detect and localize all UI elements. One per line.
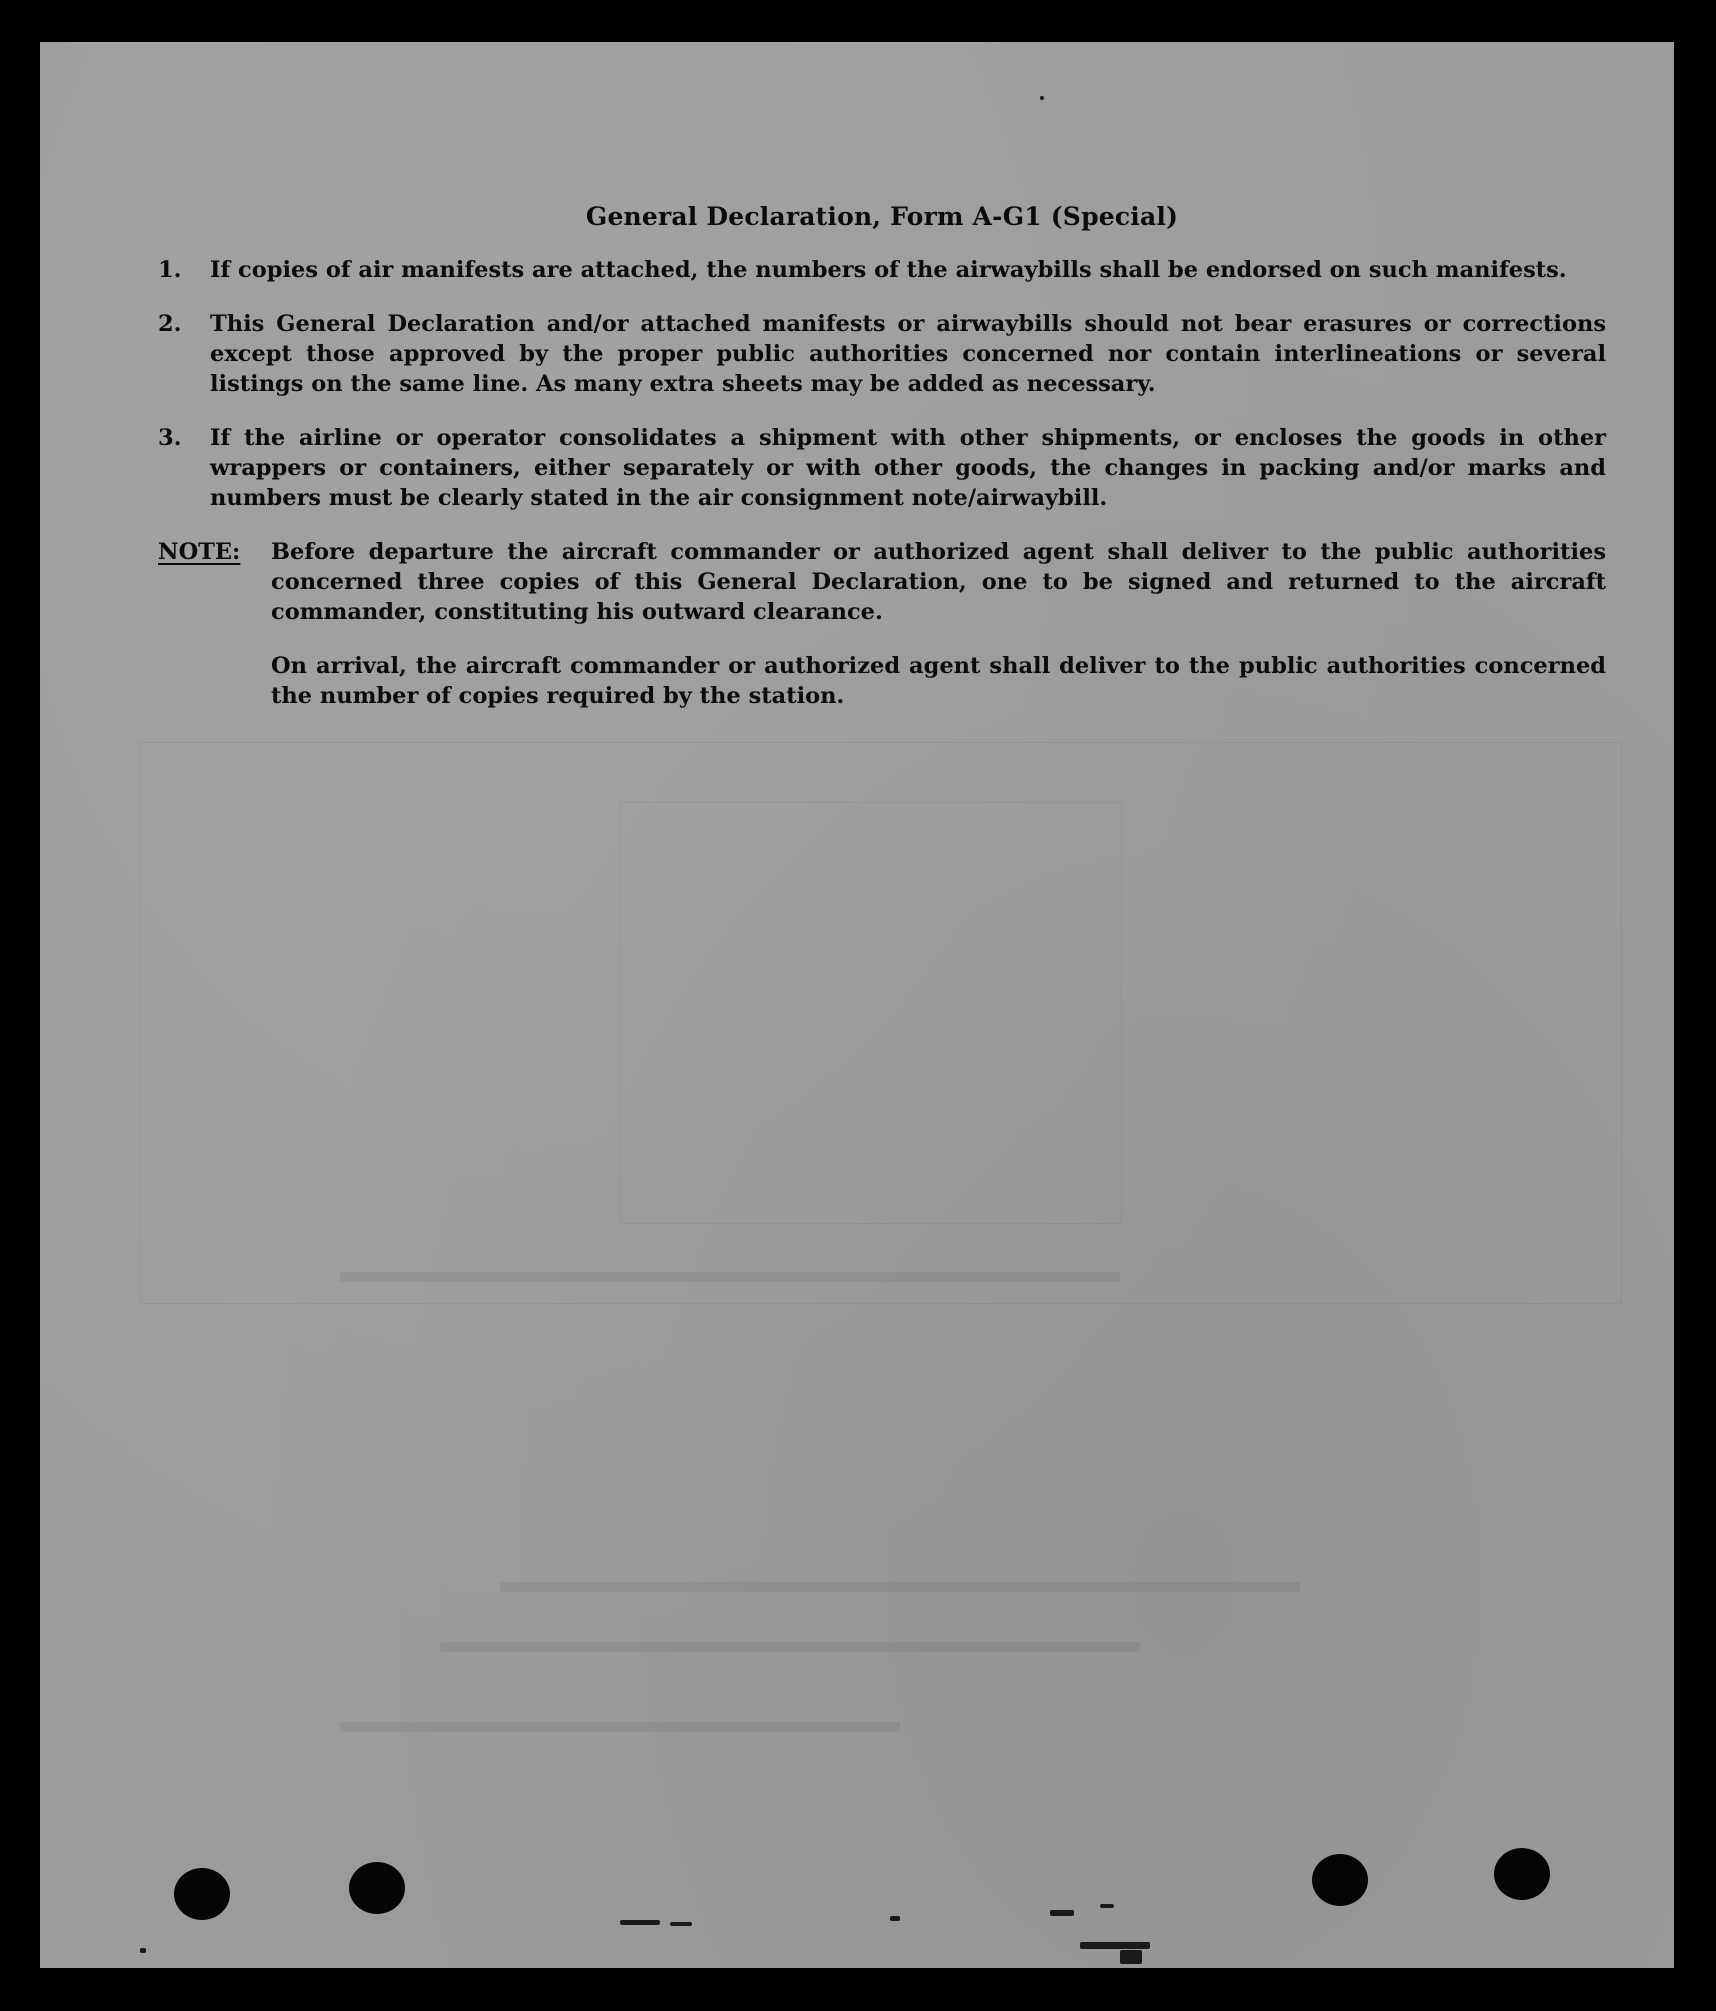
- punch-hole: [174, 1868, 230, 1920]
- debris-mark: [1100, 1904, 1114, 1908]
- bleed-through-line: [340, 1722, 900, 1732]
- debris-mark: [1050, 1910, 1074, 1916]
- form-title: General Declaration, Form A-G1 (Special): [585, 202, 1179, 231]
- list-item: [158, 255, 1606, 285]
- debris-mark: [1120, 1950, 1142, 1964]
- punch-hole: [1312, 1854, 1368, 1906]
- list-item: [158, 423, 1606, 513]
- bleed-through-line: [440, 1642, 1140, 1652]
- note-section: [158, 537, 1606, 627]
- note-paragraph-2: On arrival, the aircraft commander or authorized agent shall deliver to the public authorities concerned the number of copies required by the station.: [271, 653, 1606, 709]
- bleed-through-box: [620, 802, 1122, 1224]
- debris-mark: [670, 1922, 692, 1926]
- item-text: If the airline or operator consolidates a shipment with other shipments, or encloses the goods in other wrappers or containers, either separately or with other goods, the changes in packing and/or marks and numbers must be clearly stated in the air consignment note/airwaybill.: [210, 425, 1606, 511]
- debris-mark: [620, 1920, 660, 1925]
- item-number: 1.: [158, 257, 182, 283]
- document-sheet: [40, 42, 1674, 1968]
- bleed-through-line: [340, 1272, 1120, 1282]
- item-text: This General Declaration and/or attached manifests or airwaybills should not bear erasures or corrections except those approved by the proper public authorities concerned nor contain interlineations or several listings on the same line. As many extra sheets may be added as necessary.: [210, 311, 1606, 397]
- punch-hole: [349, 1862, 405, 1914]
- item-number: 3.: [158, 425, 182, 451]
- debris-mark: [1080, 1942, 1150, 1949]
- list-item: [158, 309, 1606, 399]
- debris-mark: [1040, 96, 1044, 100]
- bleed-through-line: [500, 1582, 1300, 1592]
- punch-hole: [1494, 1848, 1550, 1900]
- note-label: NOTE:: [158, 539, 241, 565]
- item-number: 2.: [158, 311, 182, 337]
- item-text: If copies of air manifests are attached, the numbers of the airwaybills shall be endorsed on such manifests.: [210, 257, 1567, 283]
- declaration-text: [158, 202, 1606, 711]
- note-paragraph-1: Before departure the aircraft commander or authorized agent shall deliver to the public authorities concerned three copies of this General Declaration, one to be signed and returned to the aircraft commander, constituting his outward clearance.: [271, 539, 1606, 625]
- debris-mark: [140, 1948, 146, 1953]
- debris-mark: [890, 1916, 900, 1921]
